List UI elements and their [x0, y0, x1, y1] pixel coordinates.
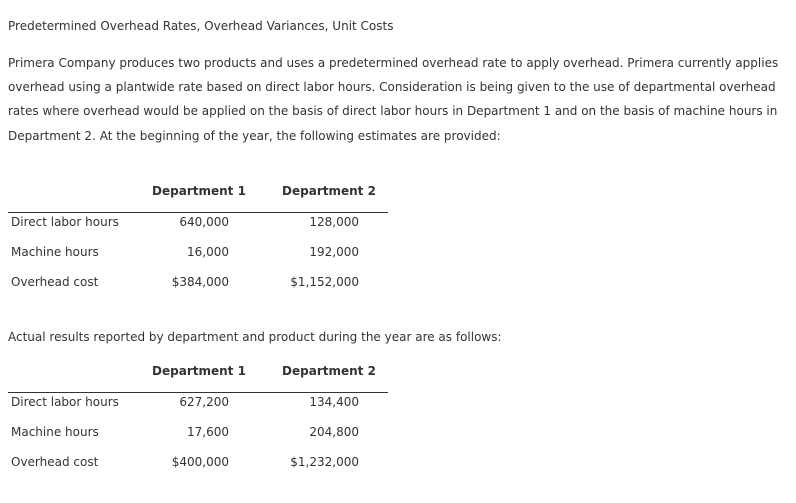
header-department-2: Department 2: [282, 364, 376, 378]
table-row: [8, 275, 388, 295]
header-department-1: Department 1: [152, 184, 246, 198]
table-row: [8, 455, 388, 475]
dept2-value: $1,232,000: [290, 455, 359, 469]
dept2-value: 204,800: [309, 425, 359, 439]
table-row: [8, 425, 388, 445]
table-row: [8, 215, 388, 235]
page-title: Predetermined Overhead Rates, Overhead Variances, Unit Costs: [8, 19, 394, 33]
row-label: Direct labor hours: [11, 215, 119, 229]
dept1-value: $400,000: [171, 455, 229, 469]
table-row: [8, 245, 388, 265]
actual-intro: Actual results reported by department and product during the year are as follows:: [8, 330, 502, 344]
table-row: [8, 395, 388, 415]
row-label: Overhead cost: [11, 275, 99, 289]
dept2-value: $1,152,000: [290, 275, 359, 289]
row-label: Overhead cost: [11, 455, 99, 469]
dept2-value: 192,000: [309, 245, 359, 259]
header-department-1: Department 1: [152, 364, 246, 378]
intro-paragraph: Primera Company produces two products and uses a predetermined overhead rate to apply overhead. Primera currently applies overhead using a plantwide rate based on direct labor hours. Consideration is being given to the use of departmental overhead rates where overhead would be applied on the basis of direct labor hours in Department 1 and on the basis of machine hours in Department 2. At the beginning of the year, the following estimates are provided:: [8, 56, 779, 143]
dept1-value: 16,000: [187, 245, 229, 259]
row-label: Machine hours: [11, 425, 99, 439]
dept1-value: 17,600: [187, 425, 229, 439]
dept1-value: 640,000: [179, 215, 229, 229]
dept1-value: 627,200: [179, 395, 229, 409]
row-label: Machine hours: [11, 245, 99, 259]
dept2-value: 134,400: [309, 395, 359, 409]
header-rule: [8, 392, 388, 393]
header-department-2: Department 2: [282, 184, 376, 198]
header-rule: [8, 212, 388, 213]
dept1-value: $384,000: [171, 275, 229, 289]
row-label: Direct labor hours: [11, 395, 119, 409]
dept2-value: 128,000: [309, 215, 359, 229]
